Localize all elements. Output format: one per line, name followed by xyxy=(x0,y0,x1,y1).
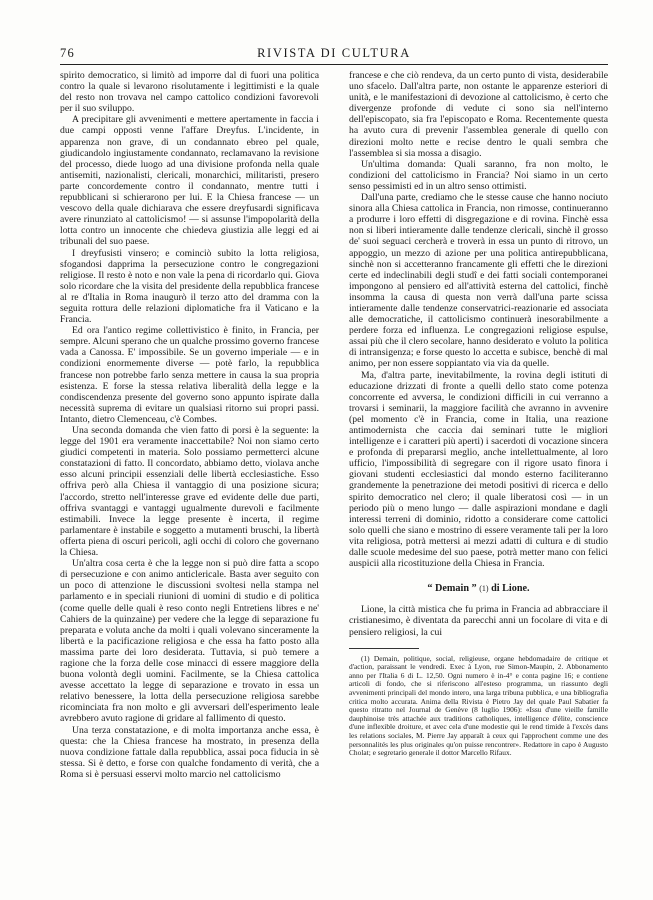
section-heading xyxy=(349,583,608,594)
footnote-ref: (1) xyxy=(479,584,489,594)
right-column xyxy=(349,70,608,882)
left-column xyxy=(60,70,319,882)
footnote: (1) Demain, politique, social, religieuse, organe hebdomadaire de critique et d'action, paraissant le vendredi. Exec à Lyon, rue Simon-Maupin, 2. Abbonamento anno per l'Italia 6 di L. 12,50. Ogni numero è in-4° e conta pagine 16; e contiene articoli di fondo, che si riferiscono all'esteso programma, un riassunto degli avvenimenti principali del mondo intero, una larga tribuna pubblica, e una bibliografia critica molto accurata. Anima della Rivista è Pietro Jay del quale Paul Sabatier fa questo ritratto nel Journal de Genève (8 luglio 1906): «Issu d'une vieille famille dauphinoise très attachée aux traditions catholiques, intelligence d'élite, conscience d'une inflexible droiture, et avec cela d'une modestie qui le rend timide à l'excès dans les relations sociales, M. Pierre Jay apparaît à ceux qui l'approchent comme une des personnalités les plus originales qu'on puisse rencontrer». Redattore in capo è Augusto Cholat; e segretario generale il dottor Marcello Rifaux. xyxy=(349,653,608,758)
paragraph: spirito democratico, si limitò ad imporre dal di fuori una politica contro la quale si levarono risolutamente i legittimisti e la quale del resto non trovava nel campo cattolico condizioni favorevoli per il suo sviluppo. xyxy=(60,70,319,115)
paragraph: I dreyfusisti vinsero; e cominciò subito la lotta religiosa, sfogandosi dapprima la persecuzione contro le congregazioni religiose. Il resto è noto e non vale la pena di ricordarlo qui. Giova solo ricordare che la visita del presidente della repubblica francese al re d'Italia in Roma inaugurò il terzo atto del dramma con la seguita rottura delle relazioni diplomatiche fra il Vaticano e la Francia. xyxy=(60,247,319,326)
paragraph: Ma, d'altra parte, inevitabilmente, la rovina degli istituti di educazione drizzati di fronte a quelli dello stato come potenza concorrente ed avversa, le condizioni difficili in cui verranno a trovarsi i seminarii, la maggiore facilità che avranno in avvenire (pel momento c'è in Francia, come in Italia, una reazione antimodernista che caccia dai seminari tutte le migliori intelligenze e i caratteri più aperti) i sacerdoti di vocazione sincera e profonda di prepararsi meglio, anche intellettualmente, al loro ufficio, l'impossibilità di segregare con il rigore usato finora i giovani studenti ecclesiastici dal mondo esterno faciliteranno grandemente la penetrazione dei metodi positivi di ricerca e dello spirito democratico nel clero; il quale liberatosi così — in un periodo più o meno lungo — dalle aspirazioni mondane e dagli interessi terreni di dominio, ridotto a considerare come cattolici solo quelli che siano e mostrino di essere veramente tali per la loro vita religiosa, potrà mettersi ai mezzi adatti di cultura e di studio dalle scuole medesime del suo paese, potrà metter mano con felici auspicii alla ricostituzione della Chiesa in Francia. xyxy=(349,369,608,570)
paragraph: Una terza constatazione, e di molta importanza anche essa, è questa: che la Chiesa francese ha mostrato, in presenza della nuova condizione fattale dalla repubblica, assai poca fiducia in sè stessa. Si è detto, e forse con qualche fondamento di verità, che a Roma si è persuasi esservi molto marcio nel cattolicismo xyxy=(60,724,319,780)
paragraph: Ed ora l'antico regime collettivistico è finito, in Francia, per sempre. Alcuni sperano che un qualche prossimo governo francese vada a Canossa. E' impossibile. Se un governo imperiale — e in condizioni enormemente diverse — potè farlo, la repubblica francese non potrebbe farlo senza mettere in causa la sua propria esistenza. E forse la stessa relativa liberalità della legge e la condiscendenza presente del governo sono appunto ispirate dalla necessità suprema di evitare un qualsiasi ritorno sui propri passi. Intanto, dietro Clemenceau, c'è Combes. xyxy=(60,325,319,425)
section-title-suffix: di Lione. xyxy=(491,583,530,595)
page-header xyxy=(60,46,608,62)
page-number: 76 xyxy=(60,46,75,60)
running-title: RIVISTA DI CULTURA xyxy=(257,46,411,60)
header-rule xyxy=(60,64,608,65)
section-title: “ Demain ” xyxy=(427,583,477,595)
paragraph: Un'altra cosa certa è che la legge non si può dire fatta a scopo di persecuzione e con animo anticlericale. Basta aver seguito con un poco di attenzione le discussioni svoltesi nella stampa nel parlamento e in speciali riunioni di uomini di studio e di politica (come quelle delle quali è reso conto negli Entretiens libres e ne' Cahiers de la quinzaine) per vedere che la legge di separazione fu preparata e voluta anche da molti i quali volevano sinceramente la libertà e la pacificazione religiosa e che essa ha fatto posto alla massima parte dei loro desiderata. Tuttavia, si può temere a ragione che la forza delle cose minacci di essere maggiore della buona volontà degli uomini. Facilmente, se la Chiesa cattolica avesse accettato la legge di separazione e trovato in essa un relativo benessere, la lotta della persecuzione religiosa sarebbe ricominciata fra non molto e gli avversari dell'esperimento leale avrebbero avuto ragione di gridare al fallimento di questo. xyxy=(60,558,319,725)
paragraph: A precipitare gli avvenimenti e mettere apertamente in faccia i due campi opposti venne l'affare Dreyfus. L'incidente, in apparenza non grave, di un condannato ebreo pel quale, giudicandolo ingiustamente condannato, reclamavano la revisione del processo, diede luogo ad una divisione profonda nella quale antisemiti, nazionalisti, clericali, monarchici, militaristi, presero parte concordemente contro il condannato, mentre tutti i repubblicani si schierarono per lui. E la Chiesa francese — un vescovo della quale dichiarava che essere dreyfusardi significava avere rinunziato al cattolicismo! — si assunse l'impopolarità della lotta contro un innocente che chiedeva giustizia alle leggi ed ai tribunali del suo paese. xyxy=(60,114,319,248)
paragraph: francese e che ciò rendeva, da un certo punto di vista, desiderabile uno sfacelo. Dall'altra parte, non ostante le apparenze esteriori di unità, e le manifestazioni di devozione al cattolicismo, è certo che divergenze profonde di vedute ci sono sia nell'interno dell'episcopato, sia fra l'episcopato e Roma. Recentemente questa ha avuto cura di prevenir l'assemblea generale di quello con direzioni molto nette e recise dentro le quali sembra che l'assemblea si sia mossa a disagio. xyxy=(349,70,608,159)
paragraph: Lione, la città mistica che fu prima in Francia ad abbracciare il cristianesimo, è diventata da parecchi anni un focolare di vita e di pensiero religiosi, la cui xyxy=(349,604,608,638)
paragraph: Un'ultima domanda: Quali saranno, fra non molto, le condizioni del cattolicismo in Francia? Noi siamo in un certo senso pessimisti ed in un altro senso ottimisti. xyxy=(349,158,608,192)
footnote-rule xyxy=(349,648,419,649)
paragraph: Dall'una parte, crediamo che le stesse cause che hanno nociuto sinora alla Chiesa cattolica in Francia, non rimosse, continueranno a produrre i loro effetti di disgregazione e di rovina. Finchè essa non si liberi intieramente dalle tendenze clericali, sinchè il grosso de' suoi seguaci cercherà e troverà in essa un punto di ritrovo, un appoggio, un mezzo di azione per una politica antirepubblicana, sinchè non si accetteranno francamente gli effetti che le direzioni certe ed indeclinabili degli studî e dei fatti sociali contemporanei impongono al pensiero ed all'attività esterna del cattolici, finchè insomma la causa di questa non verrà dall'una parte scissa intieramente dalle tendenze conservatrici-reazionarie ed associata alle democratiche, il cattolicismo continuerà inesorabilmente a perdere forza ed influenza. Le congregazioni religiose espulse, assai più che il clero secolare, hanno desiderato e voluto la politica di intransigenza; e forse questo lo accetta e subisce, benchè di mal animo, per non essere soppiantato via via da quelle. xyxy=(349,192,608,370)
paragraph: Una seconda domanda che vien fatto di porsi è la seguente: la legge del 1901 era veramente inaccettabile? Noi non siamo certo giudici competenti in materia. Solo possiamo permetterci alcune constatazioni di fatto. Il concordato, abbiamo detto, violava anche esso alcuni principii essenziali delle libertà ecclesiastiche. Esso offriva però alla Chiesa il vantaggio di una posizione sicura; l'accordo, stretto nell'interesse grave ed evidente delle due parti, offriva svantaggi e vantaggi ugualmente durevoli e facilmente estimabili. Invece la legge presente è incerta, il regime parlamentare è instabile e soggetto a mutamenti bruschi, la libertà offerta piena di oscuri pericoli, agli occhi di coloro che governano la Chiesa. xyxy=(60,425,319,559)
